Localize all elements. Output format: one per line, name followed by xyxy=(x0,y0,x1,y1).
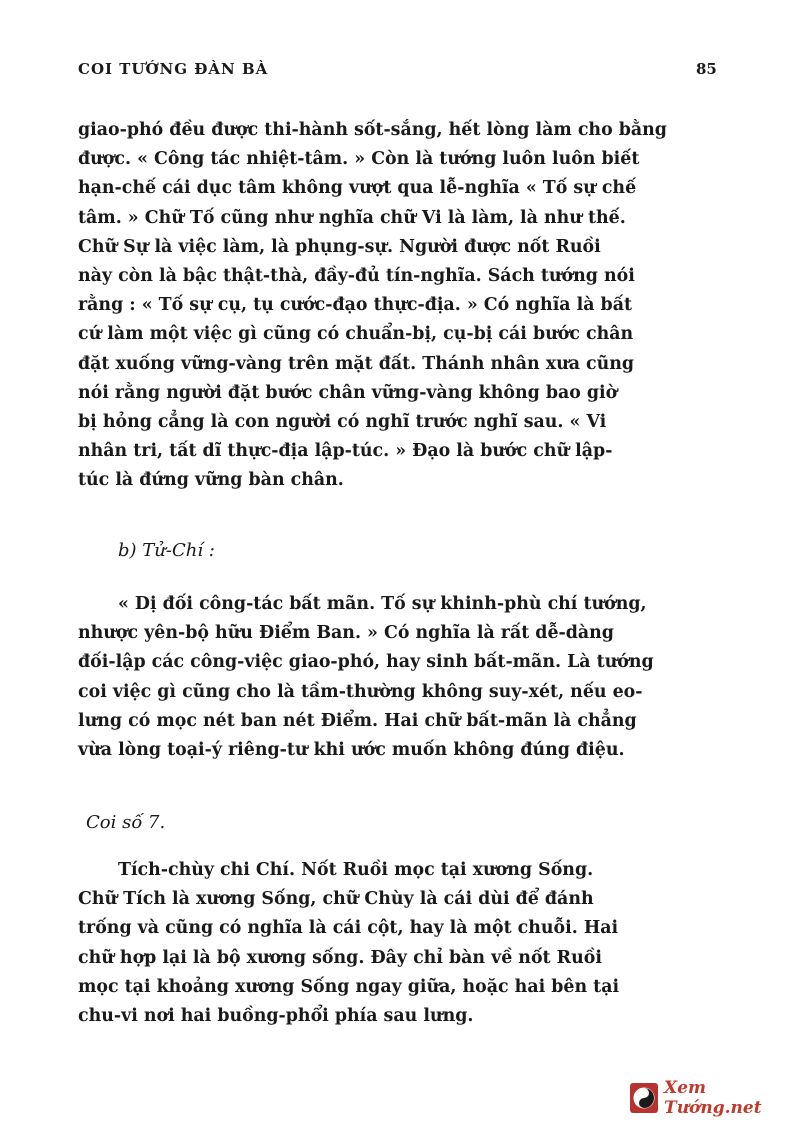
text-line: hạn-chế cái dục tâm không vượt qua lễ-nghĩa « Tố sự chế xyxy=(78,178,637,199)
text-line: coi việc gì cũng cho là tầm-thường không suy-xét, nếu eo- xyxy=(78,681,643,702)
text-line: túc là đứng vững bàn chân. xyxy=(78,470,344,491)
text-line: rằng : « Tố sự cụ, tụ cước-đạo thực-địa. » Có nghĩa là bất xyxy=(78,295,633,316)
text-line: nói rằng người đặt bước chân vững-vàng không bao giờ xyxy=(78,382,618,403)
paragraph-tu-chi xyxy=(78,590,718,765)
text-line: này còn là bậc thật-thà, đầy-đủ tín-nghĩa. Sách tướng nói xyxy=(78,266,635,287)
text-line: đối-lập các công-việc giao-phó, hay sinh bất-mãn. Là tướng xyxy=(78,652,654,673)
text-line: Chữ Tích là xương Sống, chữ Chùy là cái dùi để đánh xyxy=(78,889,594,910)
section-heading-7: Coi số 7. xyxy=(86,812,166,833)
text-line: cứ làm một việc gì cũng có chuẩn-bị, cụ-bị cái bước chân xyxy=(78,324,634,345)
site-watermark xyxy=(630,1078,800,1118)
text-line: « Dị đối công-tác bất mãn. Tố sự khinh-phù chí tướng, xyxy=(118,594,647,614)
text-line: lưng có mọc nét ban nét Điểm. Hai chữ bất-mãn là chẳng xyxy=(78,710,637,731)
text-line: Chữ Sự là việc làm, là phụng-sự. Người được nốt Ruồi xyxy=(78,236,601,257)
text-line: vừa lòng toại-ý riêng-tư khi ước muốn không đúng điệu. xyxy=(78,740,625,761)
text-line: đặt xuống vững-vàng trên mặt đất. Thánh nhân xưa cũng xyxy=(78,353,635,374)
text-line: chu-vi nơi hai buồng-phổi phía sau lưng. xyxy=(78,1006,474,1027)
text-line: chữ hợp lại là bộ xương sống. Đây chỉ bàn về nốt Ruồi xyxy=(78,947,602,968)
text-line: giao-phó đều được thi-hành sốt-sắng, hết lòng làm cho bằng xyxy=(78,120,667,140)
text-line: tâm. » Chữ Tố cũng như nghĩa chữ Vi là làm, là như thế. xyxy=(78,207,626,228)
running-title: COI TƯỚNG ĐÀN BÀ xyxy=(78,60,269,78)
page-number: 85 xyxy=(696,60,717,78)
yin-yang-icon xyxy=(630,1083,658,1113)
section-heading-b: b) Tử-Chí : xyxy=(118,540,215,561)
text-line: nhân tri, tất dĩ thực-địa lập-túc. » Đạo là bước chữ lập- xyxy=(78,441,613,462)
text-line: trống và cũng có nghĩa là cái cột, hay là một chuỗi. Hai xyxy=(78,918,619,939)
watermark-text: Xem Tướng.net xyxy=(664,1078,762,1118)
text-line: nhược yên-bộ hữu Điểm Ban. » Có nghĩa là rất dễ-dàng xyxy=(78,623,614,644)
text-line: Tích-chùy chi Chí. Nốt Ruồi mọc tại xương Sống. xyxy=(118,860,594,880)
paragraph-so-7 xyxy=(78,856,718,1031)
text-line: được. « Công tác nhiệt-tâm. » Còn là tướng luôn luôn biết xyxy=(78,149,640,170)
text-line: bị hỏng cẳng là con người có nghĩ trước nghĩ sau. « Vi xyxy=(78,412,607,433)
text-line: mọc tại khoảng xương Sống ngay giữa, hoặc hai bên tại xyxy=(78,976,620,997)
paragraph-1 xyxy=(78,116,718,496)
